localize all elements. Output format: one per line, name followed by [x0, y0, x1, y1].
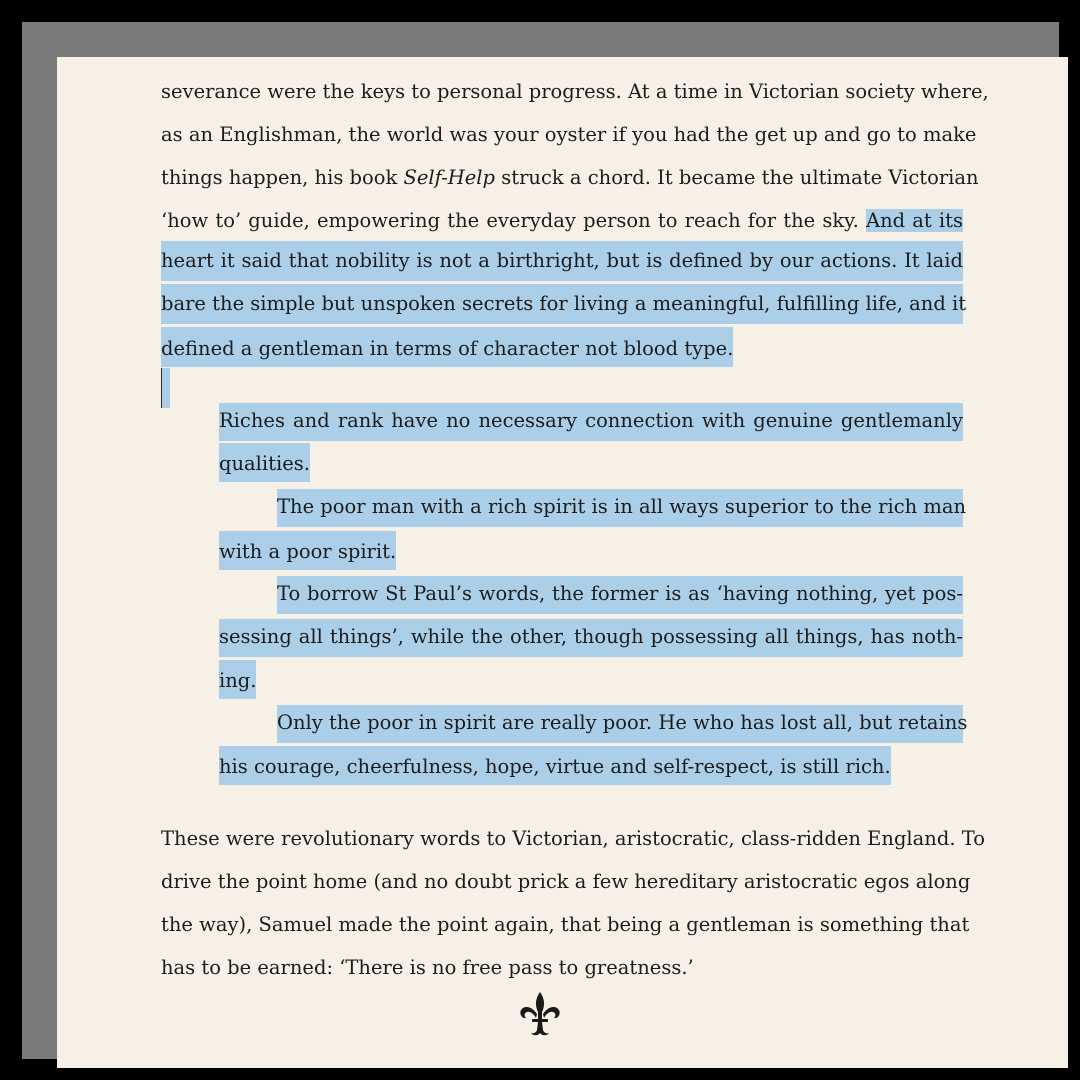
highlighted-text[interactable]: with a poor spirit.: [219, 531, 396, 570]
highlighted-line[interactable]: Riches and rank have no necessary connection with genuine gentlemanly: [219, 403, 963, 441]
book-page[interactable]: [57, 57, 1068, 1068]
highlighted-text[interactable]: defined a gentleman in terms of character not blood type.: [161, 327, 733, 367]
text-fragment: ‘how to’ guide, empowering the everyday person to reach for the sky.: [161, 209, 866, 232]
text-fragment: things happen, his book: [161, 166, 404, 189]
text-line[interactable]: drive the point home (and no doubt prick a few hereditary aristocratic egos along: [161, 870, 971, 893]
text-line[interactable]: [219, 660, 256, 698]
text-line[interactable]: [219, 746, 891, 784]
highlighted-line[interactable]: bare the simple but unspoken secrets for living a meaningful, fulfilling life, and it: [161, 284, 963, 324]
text-fragment: struck a chord. It became the ultimate Victorian: [495, 166, 979, 189]
text-line[interactable]: [161, 204, 963, 238]
book-title: Self-Help: [403, 166, 496, 189]
highlighted-line[interactable]: heart it said that nobility is not a birthright, but is defined by our actions. It laid: [161, 241, 963, 281]
highlighted-text[interactable]: qualities.: [219, 443, 310, 482]
highlighted-line[interactable]: Only the poor in spirit are really poor. He who has lost all, but retains: [277, 705, 963, 743]
highlighted-line[interactable]: The poor man with a rich spirit is in all ways superior to the rich man: [277, 489, 963, 527]
fleur-de-lis-icon: [516, 990, 564, 1038]
text-line[interactable]: severance were the keys to personal progress. At a time in Victorian society where,: [161, 80, 989, 103]
highlighted-text[interactable]: And at its: [865, 209, 963, 232]
text-line[interactable]: These were revolutionary words to Victorian, aristocratic, class-ridden England. To: [161, 827, 985, 850]
text-line[interactable]: [161, 161, 979, 195]
text-line[interactable]: [219, 531, 396, 569]
text-line[interactable]: [161, 327, 734, 367]
highlighted-text[interactable]: ing.: [219, 660, 256, 699]
selection-caret[interactable]: [161, 368, 170, 408]
highlighted-line[interactable]: sessing all things’, while the other, though possessing all things, has noth-: [219, 619, 963, 657]
text-line[interactable]: has to be earned: ‘There is no free pass to greatness.’: [161, 956, 694, 979]
reader-frame: [22, 22, 1059, 1059]
text-line[interactable]: as an Englishman, the world was your oyster if you had the get up and go to make: [161, 123, 977, 146]
highlighted-line[interactable]: To borrow St Paul’s words, the former is as ‘having nothing, yet pos-: [277, 576, 963, 614]
highlighted-text[interactable]: his courage, cheerfulness, hope, virtue and self-respect, is still rich.: [219, 746, 891, 785]
text-line[interactable]: [219, 443, 310, 481]
text-line[interactable]: the way), Samuel made the point again, that being a gentleman is something that: [161, 913, 970, 936]
